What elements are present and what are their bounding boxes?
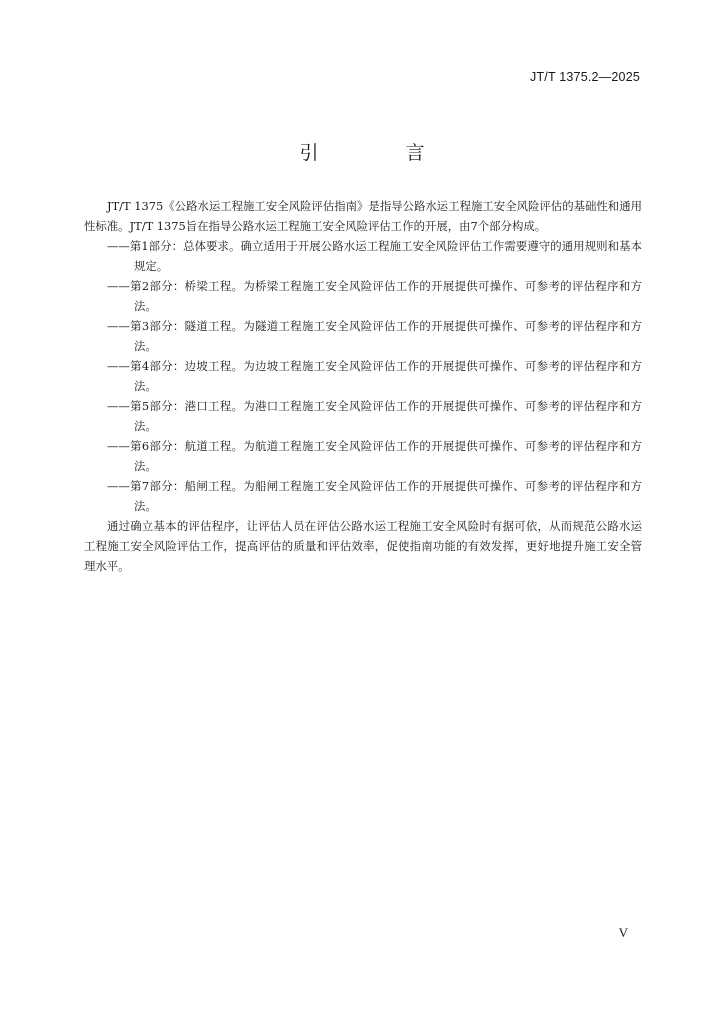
standard-code: JT/T 1375.2—2025 <box>530 70 640 84</box>
page-number: V <box>618 925 628 940</box>
part-item: ——第5部分：港口工程。为港口工程施工安全风险评估工作的开展提供可操作、可参考的评估程序和方法。 <box>107 399 642 433</box>
part-item: ——第7部分：船闸工程。为船闸工程施工安全风险评估工作的开展提供可操作、可参考的评估程序和方法。 <box>107 479 642 513</box>
part-item: ——第4部分：边坡工程。为边坡工程施工安全风险评估工作的开展提供可操作、可参考的评估程序和方法。 <box>107 359 642 393</box>
document-body <box>84 196 642 576</box>
part-item: ——第2部分：桥梁工程。为桥梁工程施工安全风险评估工作的开展提供可操作、可参考的评估程序和方法。 <box>107 279 642 313</box>
part-item: ——第3部分：隧道工程。为隧道工程施工安全风险评估工作的开展提供可操作、可参考的评估程序和方法。 <box>107 319 642 353</box>
page-title: 引 言 <box>299 142 459 164</box>
part-item: ——第1部分：总体要求。确立适用于开展公路水运工程施工安全风险评估工作需要遵守的通用规则和基本规定。 <box>107 239 642 273</box>
part-item: ——第6部分：航道工程。为航道工程施工安全风险评估工作的开展提供可操作、可参考的评估程序和方法。 <box>107 439 642 473</box>
intro-paragraph: JT/T 1375《公路水运工程施工安全风险评估指南》是指导公路水运工程施工安全风险评估的基础性和通用性标准。JT/T 1375旨在指导公路水运工程施工安全风险评估工作的开展，由7个部分构成。 <box>84 199 642 233</box>
closing-paragraph: 通过确立基本的评估程序，让评估人员在评估公路水运工程施工安全风险时有据可依，从而规范公路水运工程施工安全风险评估工作，提高评估的质量和评估效率，促使指南功能的有效发挥，更好地提升施工安全管理水平。 <box>84 519 642 573</box>
